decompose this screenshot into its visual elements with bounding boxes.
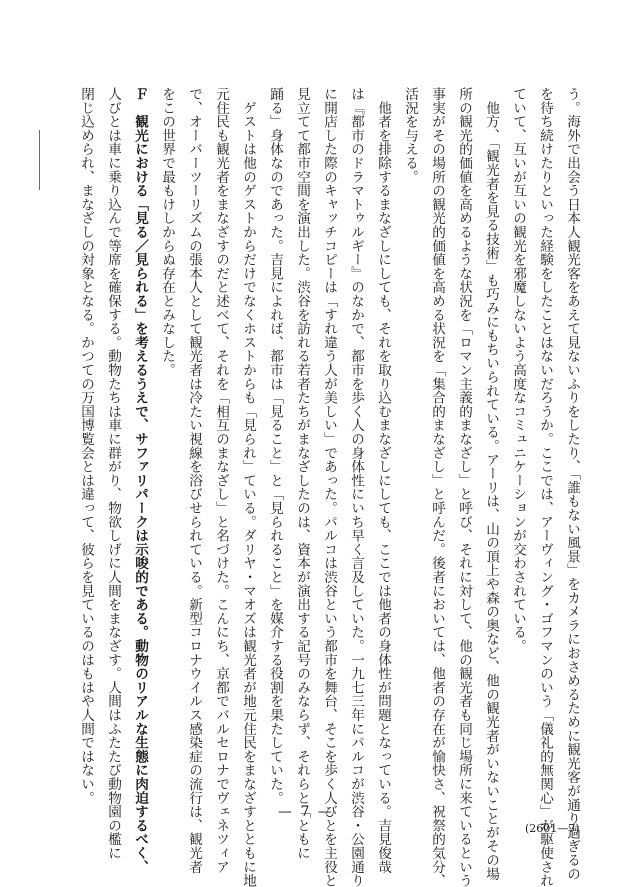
section-f-heading-line: Ｆ 観光における「見る／見られる」を考えるうえで、サファリパークは示唆的である。動物のリアルな生態に肉迫するべく、 bbox=[132, 87, 148, 874]
text-line: を待ち続けたりといった経験をしたことはないだろうか。ここでは、アーヴィング・ゴフマンのいう「儀礼的無関心」が駆使され bbox=[537, 87, 553, 887]
text-line: は『都市のドラマトゥルギー』のなかで、都市を歩く人の身体性にいち早く言及していた。一九七三年にパルコが渋谷・公園通り bbox=[348, 87, 364, 887]
text-line: 人びとは車に乗り込んで等席を確保する。動物たちは車に群がり、物欲しげに人間をまなざす。人間はふたたび動物園の檻に bbox=[105, 87, 121, 860]
text-line: 活況を与える。 bbox=[402, 87, 418, 184]
text-line: 踊る」身体なのであった。吉見によれば、都市は「見ること」と「見られること」を媒介する役割を果たしていた。 bbox=[267, 87, 283, 805]
document-code: (2601—7) bbox=[525, 822, 580, 835]
text-line: 所の観光的価値を高めるような状況を「ロマン主義的まなざし」と呼び、それに対して、他の観光者も同じ場所に来ているという bbox=[456, 87, 472, 887]
text-line: 閉じ込められ、まなざしの対象となる。かつての万国博覧会とは違って、彼らを見ているのはもはや人間ではない。 bbox=[78, 87, 94, 805]
text-line: ゲストは他のゲストからだけでなくホストからも「見られ」ている。ダリヤ・マオズは観光者が地元住民をまなざすとともに地 bbox=[240, 87, 256, 887]
text-line: で、オーバーツーリズムの張本人として観光者は冷たい視線を浴びせられている。新型コロナウイルス感染症の流行は、観光者 bbox=[186, 87, 202, 874]
text-line: う。海外で出会う日本人観光客をあえて見ないふりをしたり、「誰もない風景」をカメラにおさめるために観光客が通り過ぎるの bbox=[564, 87, 580, 881]
margin-rule bbox=[39, 130, 40, 190]
text-line: 元住民も観光者をまなざすのだと述べて、それを「相互のまなざし」と名づけた。こんにち、京都でバルセロナでヴェネツィア bbox=[213, 87, 229, 874]
text-line: 他者を排除するまなざしにしても、それを取り込むまなざしにしても、ここでは他者の身体性が問題となっている。吉見俊哉 bbox=[375, 87, 391, 874]
text-line: 事実がその場所の観光的価値を高める状況を「集合的まなざし」と呼んだ。後者においては、他者の存在が愉快さ、祝祭的気分、 bbox=[429, 87, 445, 887]
page-number: — 7 — bbox=[278, 804, 334, 820]
text-line: 他方、「観光者を見る技術」も巧みにもちいられている。アーリは、山の頂上や森の奥など、他の観光者がいないことがその場 bbox=[483, 87, 499, 881]
text-line: に開店した際のキャッチコピーは「すれ違う人が美しい」であった。パルコは渋谷という都市を舞台、そこを歩く人びとを主役と bbox=[321, 87, 337, 887]
text-line: ていて、互いが互いの観光を邪魔しないよう高度なコミュニケーションが交わされている。 bbox=[510, 87, 526, 653]
text-line: 見立てて都市空間を演出した。渋谷を訪れる若者たちがまなざしたのは、資本が演出する記号のみならず、それらと「ともに bbox=[294, 87, 310, 860]
text-line: をこの世界で最もけしからぬ存在とみなした。 bbox=[159, 87, 175, 377]
